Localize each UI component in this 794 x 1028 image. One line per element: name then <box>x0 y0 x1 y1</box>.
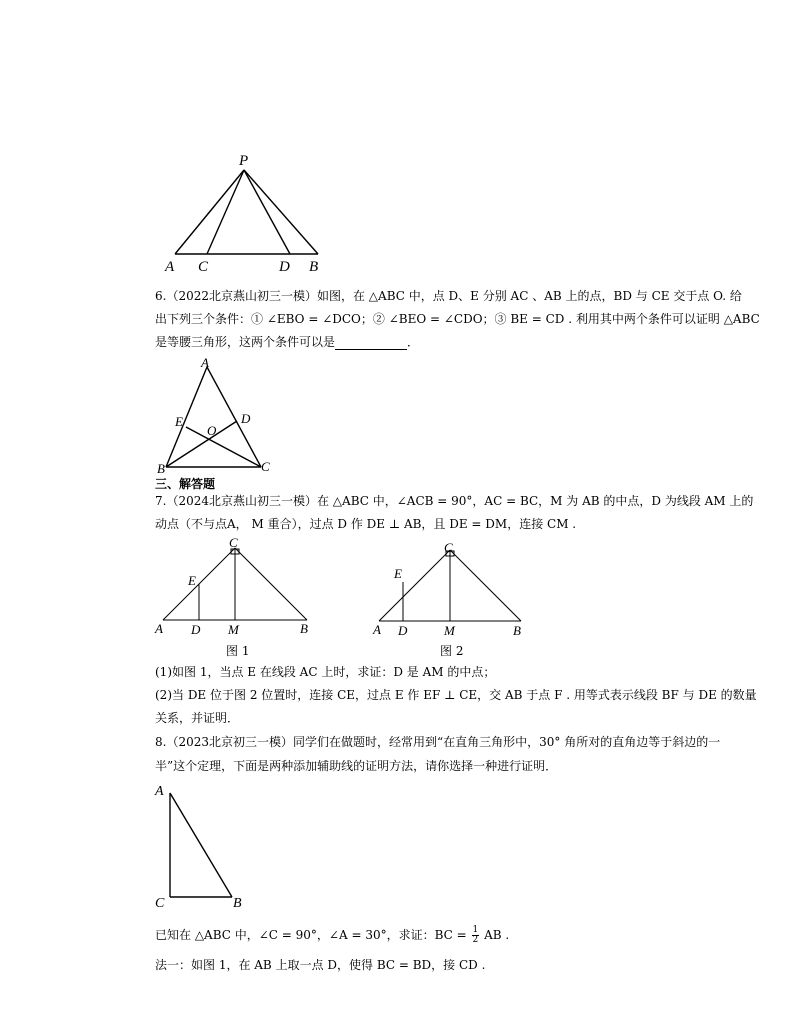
q8-given <box>155 926 509 945</box>
q6-line3-end: ． <box>407 335 420 349</box>
q8-method1: 法一：如图 1，在 AB 上取一点 D，使得 BC = BD，接 CD . <box>155 958 486 972</box>
q7-fig2-label-b: B <box>513 623 521 638</box>
q7-part2-line2: 关系，并证明． <box>155 711 240 725</box>
q6-line1: 6.（2022北京燕山初三一模）如图，在 △ABC 中，点 D、E 分别 AC 、AB 上的点，BD 与 CE 交于点 O. 给 <box>155 289 742 303</box>
q8-given-post: AB . <box>484 928 510 942</box>
q6-line3 <box>155 334 419 350</box>
q7-fig2-label-c: C <box>444 540 453 555</box>
q6-label-d: D <box>241 411 251 426</box>
figure-q8-right-triangle <box>170 793 232 897</box>
q8-fraction <box>472 926 480 945</box>
q7-fig1-label-a: A <box>155 621 163 636</box>
fig-p-label-b: B <box>309 259 319 275</box>
q6-label-b: B <box>157 461 165 476</box>
fig-p-side-pd <box>244 170 290 254</box>
q6-label-a: A <box>201 355 209 370</box>
q7-part1: (1)如图 1，当点 E 在线段 AC 上时，求证：D 是 AM 的中点； <box>155 665 496 679</box>
section-title-answers: 三、解答题 <box>155 477 216 491</box>
q8-label-a: A <box>155 784 164 799</box>
q7-fig1-caption: 图 1 <box>226 644 250 658</box>
q8-frac-num: 1 <box>472 925 479 935</box>
q8-label-b: B <box>233 896 242 911</box>
q7-line2: 动点（不与点A， M 重合），过点 D 作 DE ⊥ AB，且 DE = DM，连接 CM . <box>155 517 577 531</box>
q6-line2: 出下列三个条件：① ∠EBO = ∠DCO；② ∠BEO = ∠CDO；③ BE = CD . 利用其中两个条件可以证明 △ABC <box>155 312 760 326</box>
fig-p-side-pb <box>244 170 318 254</box>
q7-fig1-label-m: M <box>228 622 239 637</box>
q8-given-pre: 已知在 △ABC 中，∠C = 90°，∠A = 30°，求证：BC = <box>155 928 467 942</box>
q8-label-c: C <box>155 896 165 911</box>
q7-line1: 7.（2024北京燕山初三一模）在 △ABC 中，∠ACB = 90°，AC = BC，M 为 AB 的中点，D 为线段 AM 上的 <box>155 494 754 508</box>
fig-p-label-a: A <box>165 259 175 275</box>
q7-fig2-label-m: M <box>444 623 455 638</box>
figure-q7-fig1 <box>163 548 307 620</box>
q7-fig1-label-e: E <box>188 573 196 588</box>
fig-p-label-c: C <box>198 259 209 275</box>
fig-p-side-pa <box>175 170 244 254</box>
q7-fig2-label-e: E <box>394 566 402 581</box>
q6-answer-blank <box>335 337 407 350</box>
q6-label-o: O <box>207 423 217 438</box>
q7-part2-line1: (2)当 DE 位于图 2 位置时，连接 CE，过点 E 作 EF ⊥ CE，交 AB 于点 F . 用等式表示线段 BF 与 DE 的数量 <box>155 688 757 702</box>
q7-fig2-label-d: D <box>398 623 408 638</box>
q7-fig2-caption: 图 2 <box>440 644 464 658</box>
q6-label-c: C <box>261 459 270 474</box>
fig-p-label-p: P <box>239 153 249 169</box>
figure-q7-fig2 <box>379 550 521 621</box>
q8-line2: 半”这个定理，下面是两种添加辅助线的证明方法，请你选择一种进行证明． <box>155 759 558 773</box>
q6-label-e: E <box>175 414 183 429</box>
q8-line1: 8.（2023北京初三一模）同学们在做题时，经常用到“在直角三角形中，30° 角所对的直角边等于斜边的一 <box>155 735 721 749</box>
q8-frac-den: 2 <box>472 935 479 945</box>
fig-p-side-pc <box>207 170 244 254</box>
q6-line3-text: 是等腰三角形，这两个条件可以是 <box>155 335 336 349</box>
q7-fig2-label-a: A <box>373 622 381 637</box>
q7-fig1-label-b: B <box>300 621 308 636</box>
q7-fig1-label-c: C <box>229 535 238 550</box>
q7-fig1-label-d: D <box>191 622 201 637</box>
fig-p-label-d: D <box>279 259 290 275</box>
